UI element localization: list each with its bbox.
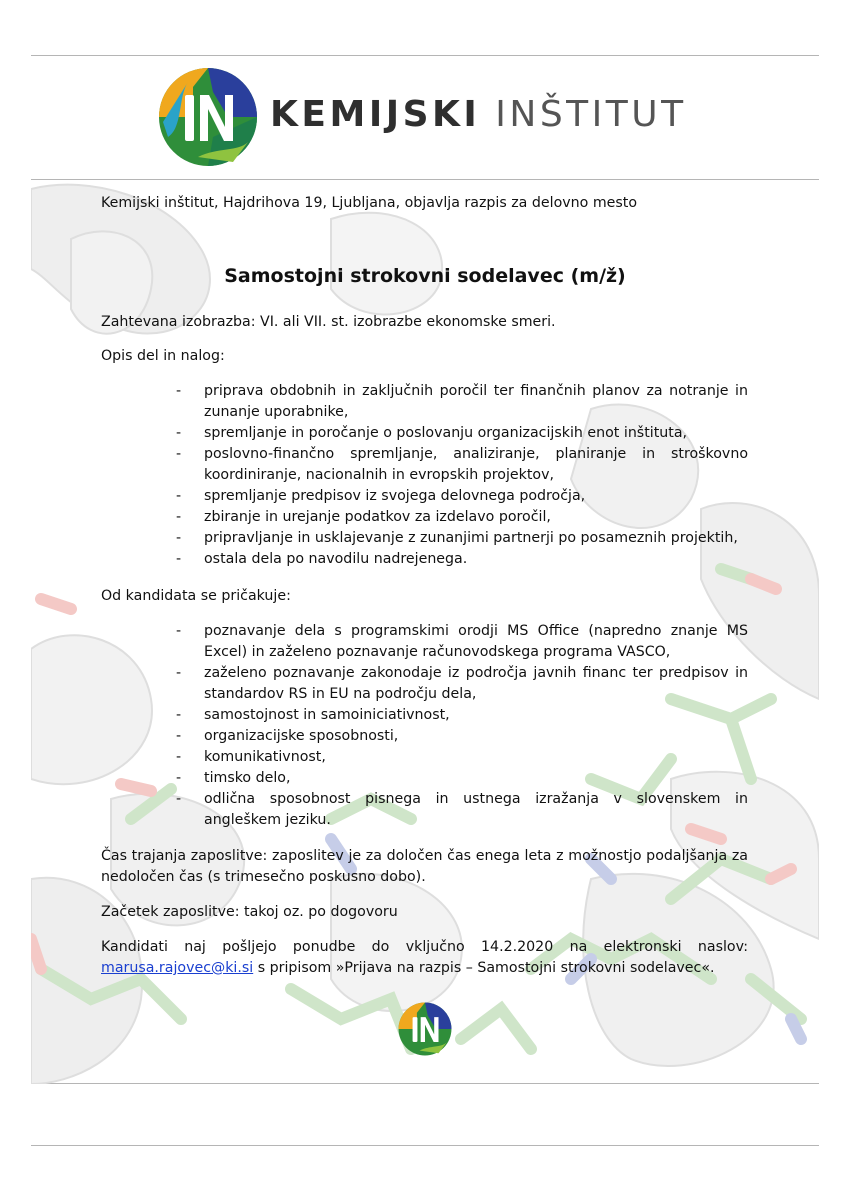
- job-title: Samostojni strokovni sodelavec (m/ž): [224, 265, 626, 287]
- intro-text: Kemijski inštitut, Hajdrihova 19, Ljubljana, objavlja razpis za delovno mesto: [101, 195, 638, 211]
- footer-logo: [398, 1002, 452, 1056]
- application-text-before: Kandidati naj pošljejo ponudbe do vključno 14.2.2020 na elektronski naslov:: [101, 939, 748, 955]
- application-instructions: [101, 937, 748, 979]
- list-item: - priprava obdobnih in zaključnih poročil ter finančnih planov za notranje in zunanje uporabnike,: [176, 381, 748, 423]
- top-rule: [31, 55, 819, 56]
- list-item: - organizacijske sposobnosti,: [176, 726, 748, 747]
- bottom-rule: [31, 1145, 819, 1146]
- list-item: - komunikativnost,: [176, 747, 748, 768]
- duties-list: [176, 381, 748, 570]
- requirements-list: [176, 621, 748, 831]
- list-item: - zaželeno poznavanje zakonodaje iz področja javnih financ ter predpisov in standardov RS in EU na področju dela,: [176, 663, 748, 705]
- list-item: - spremljanje in poročanje o poslovanju organizacijskih enot inštituta,: [176, 423, 748, 444]
- institute-name: [270, 94, 687, 135]
- duties-heading: Opis del in nalog:: [101, 348, 225, 364]
- list-item: - timsko delo,: [176, 768, 748, 789]
- application-email-link[interactable]: marusa.rajovec@ki.si: [101, 960, 254, 976]
- list-item: - poznavanje dela s programskimi orodji MS Office (napredno znanje MS Excel) in zaželeno poznavanje računovodskega programa VASCO,: [176, 621, 748, 663]
- list-item: - odlična sposobnost pisnega in ustnega izražanja v slovenskem in angleškem jeziku.: [176, 789, 748, 831]
- employment-start: Začetek zaposlitve: takoj oz. po dogovoru: [101, 904, 398, 920]
- employment-duration: Čas trajanja zaposlitve: zaposlitev je za določen čas enega leta z možnostjo podaljšanja za nedoločen čas (s trimesečno poskusno dobo).: [101, 848, 748, 885]
- list-item: - pripravljanje in usklajevanje z zunanjimi partnerji po posameznih projektih,: [176, 528, 748, 549]
- list-item: - ostala dela po navodilu nadrejenega.: [176, 549, 748, 570]
- application-text-after: s pripisom »Prijava na razpis – Samostojni strokovni sodelavec«.: [253, 960, 715, 976]
- list-item: - spremljanje predpisov iz svojega delovnega področja,: [176, 486, 748, 507]
- list-item: - zbiranje in urejanje podatkov za izdelavo poročil,: [176, 507, 748, 528]
- list-item: - samostojnost in samoiniciativnost,: [176, 705, 748, 726]
- institute-name-bold: KEMIJSKI: [270, 94, 481, 135]
- list-item: - poslovno-finančno spremljanje, analiziranje, planiranje in stroškovno koordiniranje, nacionalnih in evropskih projektov,: [176, 444, 748, 486]
- requirements-heading: Od kandidata se pričakuje:: [101, 588, 291, 604]
- institute-logo: [158, 67, 258, 167]
- education-requirement: Zahtevana izobrazba: VI. ali VII. st. izobrazbe ekonomske smeri.: [101, 314, 556, 330]
- institute-name-light: INŠTITUT: [495, 94, 687, 135]
